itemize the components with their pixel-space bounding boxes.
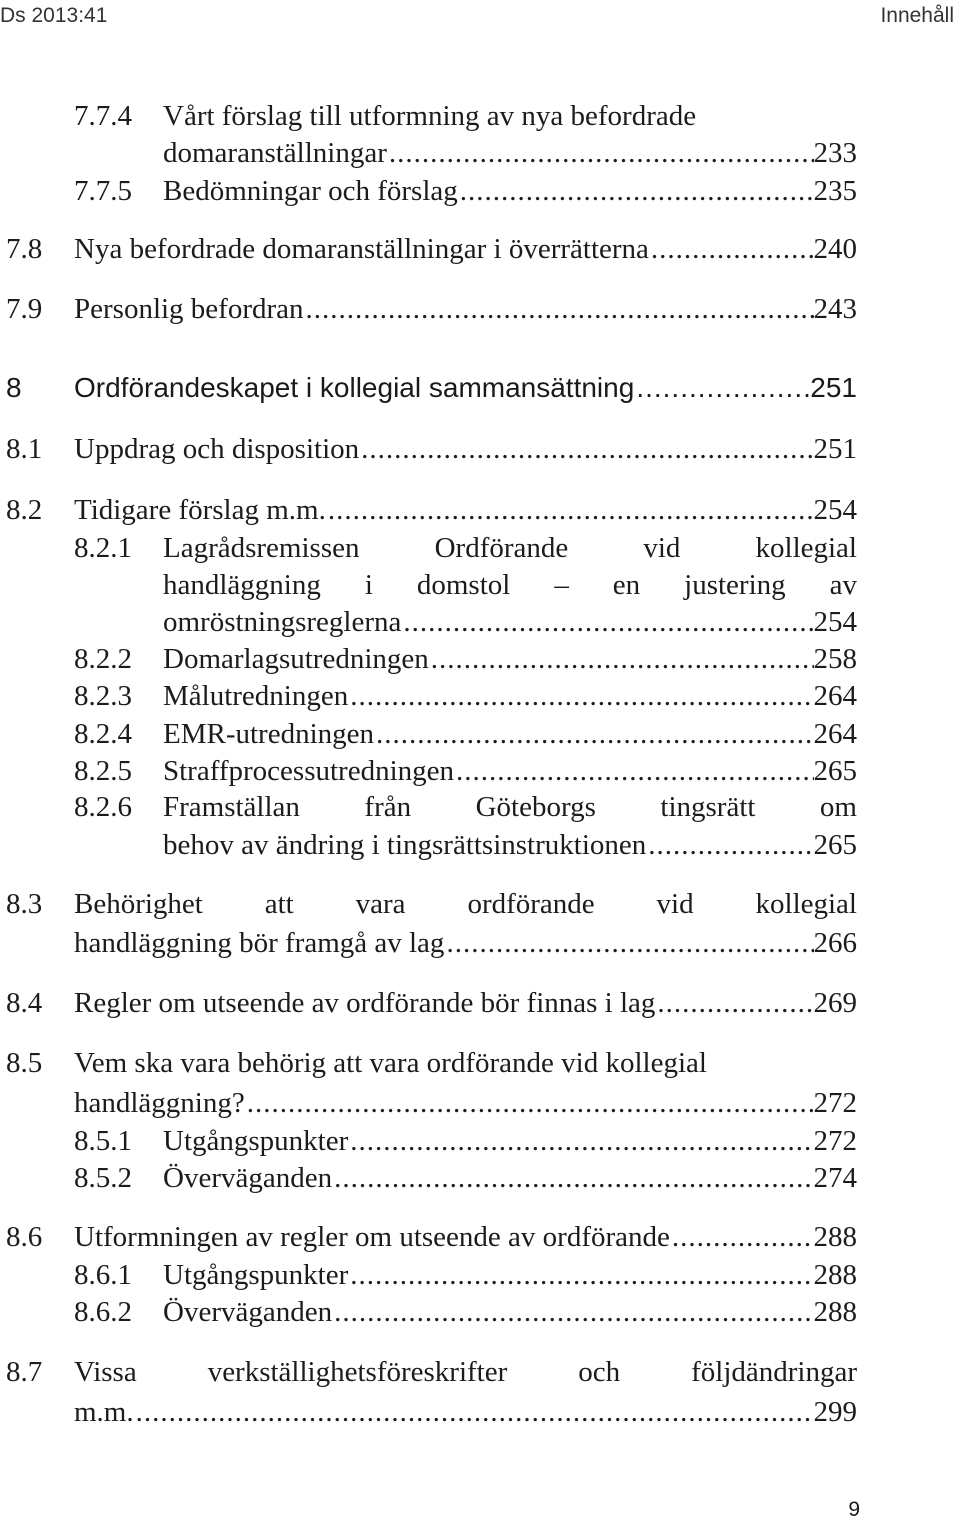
toc-page-number: 266 xyxy=(813,927,857,959)
toc-page-number: 264 xyxy=(813,680,857,712)
toc-entry-8-5[interactable] xyxy=(0,1043,960,1083)
toc-page-number: 235 xyxy=(813,175,857,207)
toc-page-number: 254 xyxy=(813,606,857,638)
toc-entry-title: Tidigare förslag m.m. xyxy=(74,494,326,526)
toc-entry-7-7-4[interactable] xyxy=(0,96,960,136)
toc-entry-title: Utgångspunkter xyxy=(163,1125,349,1157)
dot-leader xyxy=(245,1083,814,1123)
dot-leader xyxy=(304,289,814,329)
dot-leader xyxy=(429,639,814,679)
toc-entry-continuation[interactable] xyxy=(0,825,960,865)
toc-entry-8-6[interactable] xyxy=(0,1217,960,1257)
toc-entry-continuation[interactable] xyxy=(0,602,960,642)
dot-leader xyxy=(646,825,813,865)
dot-leader xyxy=(454,751,814,791)
toc-entry-title: Behörighet att vara ordförande vid kollegial xyxy=(74,888,857,920)
toc-page-number: 243 xyxy=(813,293,857,325)
dot-leader xyxy=(387,133,814,173)
page-number: 9 xyxy=(848,1498,860,1521)
toc-page-number: 274 xyxy=(813,1162,857,1194)
toc-entry-8-2-6[interactable] xyxy=(0,787,960,827)
dot-leader xyxy=(326,490,814,530)
toc-page-number: 299 xyxy=(813,1396,857,1428)
toc-entry-number: 8.2.4 xyxy=(74,718,132,750)
toc-entry-number: 8.7 xyxy=(6,1356,43,1388)
toc-entry-title: omröstningsreglerna xyxy=(163,606,402,638)
toc-entry-8-7[interactable] xyxy=(0,1352,960,1392)
toc-entry-title: handläggning bör framgå av lag xyxy=(74,927,445,959)
toc-entry-title: Vissa verkställighetsföreskrifter och följdändringar xyxy=(74,1356,857,1388)
toc-entry-8-2-2[interactable] xyxy=(0,639,960,679)
toc-page-number: 254 xyxy=(813,494,857,526)
toc-entry-number: 8.4 xyxy=(6,987,43,1019)
toc-entry-number: 8.2.6 xyxy=(74,791,132,823)
toc-entry-title: Personlig befordran xyxy=(74,293,304,325)
toc-entry-title: Domarlagsutredningen xyxy=(163,643,429,675)
toc-entry-title: Straffprocessutredningen xyxy=(163,755,454,787)
toc-entry-title: Bedömningar och förslag xyxy=(163,175,458,207)
toc-entry-title: Lagrådsremissen Ordförande vid kollegial xyxy=(163,532,857,564)
toc-entry-number: 8.5 xyxy=(6,1047,43,1079)
toc-entry-number: 8.2.2 xyxy=(74,643,132,675)
toc-page-number: 265 xyxy=(813,829,857,861)
toc-entry-title: Överväganden xyxy=(163,1162,333,1194)
toc-entry-number: 8.6.1 xyxy=(74,1259,132,1291)
toc-entry-title: Uppdrag och disposition xyxy=(74,433,360,465)
toc-entry-title: Målutredningen xyxy=(163,680,349,712)
dot-leader xyxy=(134,1392,814,1432)
dot-leader xyxy=(670,1217,814,1257)
toc-entry-8-1[interactable] xyxy=(0,429,960,469)
toc-entry-8-2-5[interactable] xyxy=(0,751,960,791)
toc-entry-title: Vårt förslag till utformning av nya befordrade xyxy=(163,100,697,132)
toc-entry-number: 8.6 xyxy=(6,1221,43,1253)
dot-leader xyxy=(332,1158,813,1198)
toc-entry-continuation[interactable] xyxy=(0,1392,960,1432)
toc-page-number: 233 xyxy=(813,137,857,169)
toc-entry-title: handläggning i domstol – en justering av xyxy=(163,569,857,601)
dot-leader xyxy=(401,602,813,642)
toc-entry-title: Utformningen av regler om utseende av ordförande xyxy=(74,1221,670,1253)
toc-chapter-8[interactable] xyxy=(0,368,960,408)
toc-entry-8-6-1[interactable] xyxy=(0,1255,960,1295)
dot-leader xyxy=(348,1121,813,1161)
toc-entry-number: 8.2.1 xyxy=(74,532,132,564)
toc-entry-number: 8.5.2 xyxy=(74,1162,132,1194)
dot-leader xyxy=(649,229,814,269)
dot-leader xyxy=(348,1255,813,1295)
dot-leader xyxy=(655,983,813,1023)
toc-entry-number: 8.6.2 xyxy=(74,1296,132,1328)
toc-page-number: 265 xyxy=(813,755,857,787)
toc-entry-8-6-2[interactable] xyxy=(0,1292,960,1332)
toc-chapter-number: 8 xyxy=(6,372,22,403)
toc-entry-title: Överväganden xyxy=(163,1296,333,1328)
toc-entry-8-5-2[interactable] xyxy=(0,1158,960,1198)
toc-page-number: 288 xyxy=(813,1221,857,1253)
toc-entry-title: EMR-utredningen xyxy=(163,718,375,750)
toc-entry-number: 8.2.5 xyxy=(74,755,132,787)
toc-page-number: 251 xyxy=(813,433,857,465)
toc-page-number: 240 xyxy=(813,233,857,265)
toc-entry-7-9[interactable] xyxy=(0,289,960,329)
toc-entry-8-2-4[interactable] xyxy=(0,714,960,754)
toc-page-number: 269 xyxy=(813,987,857,1019)
toc-entry-number: 8.5.1 xyxy=(74,1125,132,1157)
toc-entry-continuation[interactable] xyxy=(0,133,960,173)
toc-page-number: 272 xyxy=(813,1125,857,1157)
dot-leader xyxy=(634,368,810,408)
toc-entry-8-2-3[interactable] xyxy=(0,676,960,716)
toc-entry-title: Vem ska vara behörig att vara ordförande vid kollegial xyxy=(74,1047,707,1079)
dot-leader xyxy=(374,714,813,754)
toc-entry-title: handläggning? xyxy=(74,1087,245,1119)
toc-entry-title: m.m. xyxy=(74,1396,134,1428)
toc-entry-7-8[interactable] xyxy=(0,229,960,269)
toc-entry-number: 8.2 xyxy=(6,494,43,526)
toc-page-number: 251 xyxy=(810,372,857,403)
dot-leader xyxy=(444,923,813,963)
toc-entry-8-2-1[interactable] xyxy=(0,528,960,568)
running-header-left: Ds 2013:41 xyxy=(0,4,108,27)
toc-entry-8-5-1[interactable] xyxy=(0,1121,960,1161)
toc-entry-title: behov av ändring i tingsrättsinstruktionen xyxy=(163,829,647,861)
toc-entry-8-3[interactable] xyxy=(0,884,960,924)
dot-leader xyxy=(332,1292,813,1332)
dot-leader xyxy=(359,429,813,469)
toc-entry-title: Nya befordrade domaranställningar i överrätterna xyxy=(74,233,649,265)
toc-entry-number: 7.8 xyxy=(6,233,43,265)
toc-page-number: 288 xyxy=(813,1259,857,1291)
dot-leader xyxy=(458,171,814,211)
toc-page-number: 258 xyxy=(813,643,857,675)
toc-entry-8-4[interactable] xyxy=(0,983,960,1023)
toc-chapter-title: Ordförandeskapet i kollegial sammansättning xyxy=(74,372,635,403)
toc-entry-number: 8.3 xyxy=(6,888,43,920)
toc-entry-number: 8.2.3 xyxy=(74,680,132,712)
toc-page-number: 272 xyxy=(813,1087,857,1119)
toc-entry-7-7-5[interactable] xyxy=(0,171,960,211)
toc-entry-title: Regler om utseende av ordförande bör finnas i lag xyxy=(74,987,656,1019)
toc-page-number: 264 xyxy=(813,718,857,750)
toc-entry-continuation[interactable] xyxy=(0,1083,960,1123)
toc-entry-title: Framställan från Göteborgs tingsrätt om xyxy=(163,791,857,823)
toc-entry-number: 7.9 xyxy=(6,293,43,325)
toc-entry-number: 8.1 xyxy=(6,433,43,465)
toc-page-number: 288 xyxy=(813,1296,857,1328)
toc-entry-title: domaranställningar xyxy=(163,137,387,169)
toc-entry-8-2[interactable] xyxy=(0,490,960,530)
toc-entry-continuation[interactable] xyxy=(0,565,960,605)
toc-entry-number: 7.7.5 xyxy=(74,175,132,207)
dot-leader xyxy=(348,676,813,716)
toc-entry-number: 7.7.4 xyxy=(74,100,132,132)
toc-entry-continuation[interactable] xyxy=(0,923,960,963)
toc-entry-title: Utgångspunkter xyxy=(163,1259,349,1291)
running-header-right: Innehåll xyxy=(880,4,954,27)
